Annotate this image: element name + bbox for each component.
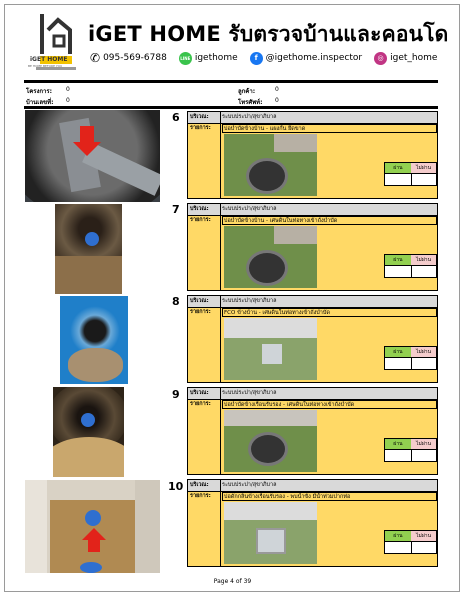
fail-checkbox[interactable]: ไม่ผ่าน xyxy=(411,531,436,542)
item-number: 10 xyxy=(168,480,184,493)
pass-checkbox[interactable]: ผ่าน xyxy=(385,439,412,450)
inspection-card xyxy=(187,479,438,567)
facebook-handle: @igethome.inspector xyxy=(265,53,363,63)
detail-label: รายการ: xyxy=(190,217,211,223)
category-value: ระบบประปา/สุขาภิบาล xyxy=(222,390,277,396)
page-number: Page 4 of 39 xyxy=(213,578,252,585)
inspection-card xyxy=(187,295,438,383)
detail-value: บ่อบำบัดข้างเรือนรับรอง - เศษดินในท่อทางเข้าถังบำบัด xyxy=(222,400,437,409)
site-photo xyxy=(25,480,160,573)
site-photo xyxy=(60,296,128,384)
line-icon: LINE xyxy=(179,52,192,65)
item-number: 9 xyxy=(172,388,180,401)
category-value: ระบบประปา/สุขาภิบาล xyxy=(222,206,277,212)
logo-text: iGET HOME xyxy=(30,56,68,63)
detail-photo xyxy=(224,134,317,196)
fail-checkbox[interactable]: ไม่ผ่าน xyxy=(411,163,436,174)
house-value: 0 xyxy=(66,97,70,104)
pass-checkbox[interactable]: ผ่าน xyxy=(385,255,412,266)
detail-value: บ่อดักกลิ่นข้างเรือนรับรอง - พบน้ำขัง มีน้ำท่วมปากท่อ xyxy=(222,492,437,501)
facebook-icon: f xyxy=(250,52,263,65)
category-label: บริเวณ: xyxy=(190,206,209,212)
detail-label: รายการ: xyxy=(190,125,211,131)
inspection-card xyxy=(187,203,438,291)
page-title: iGET HOME รับตรวจบ้านและคอนโด xyxy=(88,22,449,46)
category-value: ระบบประปา/สุขาภิบาล xyxy=(222,114,277,120)
site-photo xyxy=(25,110,160,202)
site-photo xyxy=(53,387,124,477)
detail-value: FCO ข้างบ้าน - เศษดินในท่อทางเข้าถังบำบัด xyxy=(222,308,437,317)
instagram-handle: iget_home xyxy=(390,53,438,63)
contact-bar xyxy=(90,51,443,65)
customer-label: ลูกค้า: xyxy=(238,88,256,95)
category-label: บริเวณ: xyxy=(190,114,209,120)
logo-tagline: BE HOME BEFORE YOU xyxy=(28,64,63,68)
site-photo xyxy=(55,204,122,294)
phone-label: โทรศัพท์: xyxy=(238,99,263,106)
category-label: บริเวณ: xyxy=(190,482,209,488)
detail-value: บ่อบำบัดข้างบ้าน - เศษดินในท่อทางเข้าถังบำบัด xyxy=(222,216,437,225)
category-value: ระบบประปา/สุขาภิบาล xyxy=(222,482,277,488)
header-rule xyxy=(24,80,438,83)
pass-checkbox[interactable]: ผ่าน xyxy=(385,531,412,542)
house-label: บ้านเลขที่: xyxy=(26,99,54,106)
category-label: บริเวณ: xyxy=(190,298,209,304)
customer-value: 0 xyxy=(275,86,279,93)
item-number: 8 xyxy=(172,295,180,308)
detail-label: รายการ: xyxy=(190,309,211,315)
detail-photo xyxy=(224,318,317,380)
phone-number: 095-569-6788 xyxy=(103,53,167,63)
phone-icon: ✆ xyxy=(90,51,101,65)
category-label: บริเวณ: xyxy=(190,390,209,396)
item-number: 7 xyxy=(172,203,180,216)
project-label: โครงการ: xyxy=(26,88,53,95)
fail-checkbox[interactable]: ไม่ผ่าน xyxy=(411,347,436,358)
detail-label: รายการ: xyxy=(190,493,211,499)
phone-value: 0 xyxy=(275,97,279,104)
line-id: igethome xyxy=(194,53,238,63)
detail-value: บ่อบำบัดข้างบ้าน - แผงกั้น ยึดขาด xyxy=(222,124,437,133)
fail-checkbox[interactable]: ไม่ผ่าน xyxy=(411,255,436,266)
inspection-card xyxy=(187,387,438,475)
pass-checkbox[interactable]: ผ่าน xyxy=(385,347,412,358)
category-value: ระบบประปา/สุขาภิบาล xyxy=(222,298,277,304)
info-rule xyxy=(24,106,438,109)
project-value: 0 xyxy=(66,86,70,93)
pass-checkbox[interactable]: ผ่าน xyxy=(385,163,412,174)
detail-photo xyxy=(224,502,317,564)
item-number: 6 xyxy=(172,111,180,124)
instagram-icon: ◎ xyxy=(374,52,387,65)
inspection-card xyxy=(187,111,438,199)
detail-photo xyxy=(224,410,317,472)
fail-checkbox[interactable]: ไม่ผ่าน xyxy=(411,439,436,450)
detail-photo xyxy=(224,226,317,288)
detail-label: รายการ: xyxy=(190,401,211,407)
